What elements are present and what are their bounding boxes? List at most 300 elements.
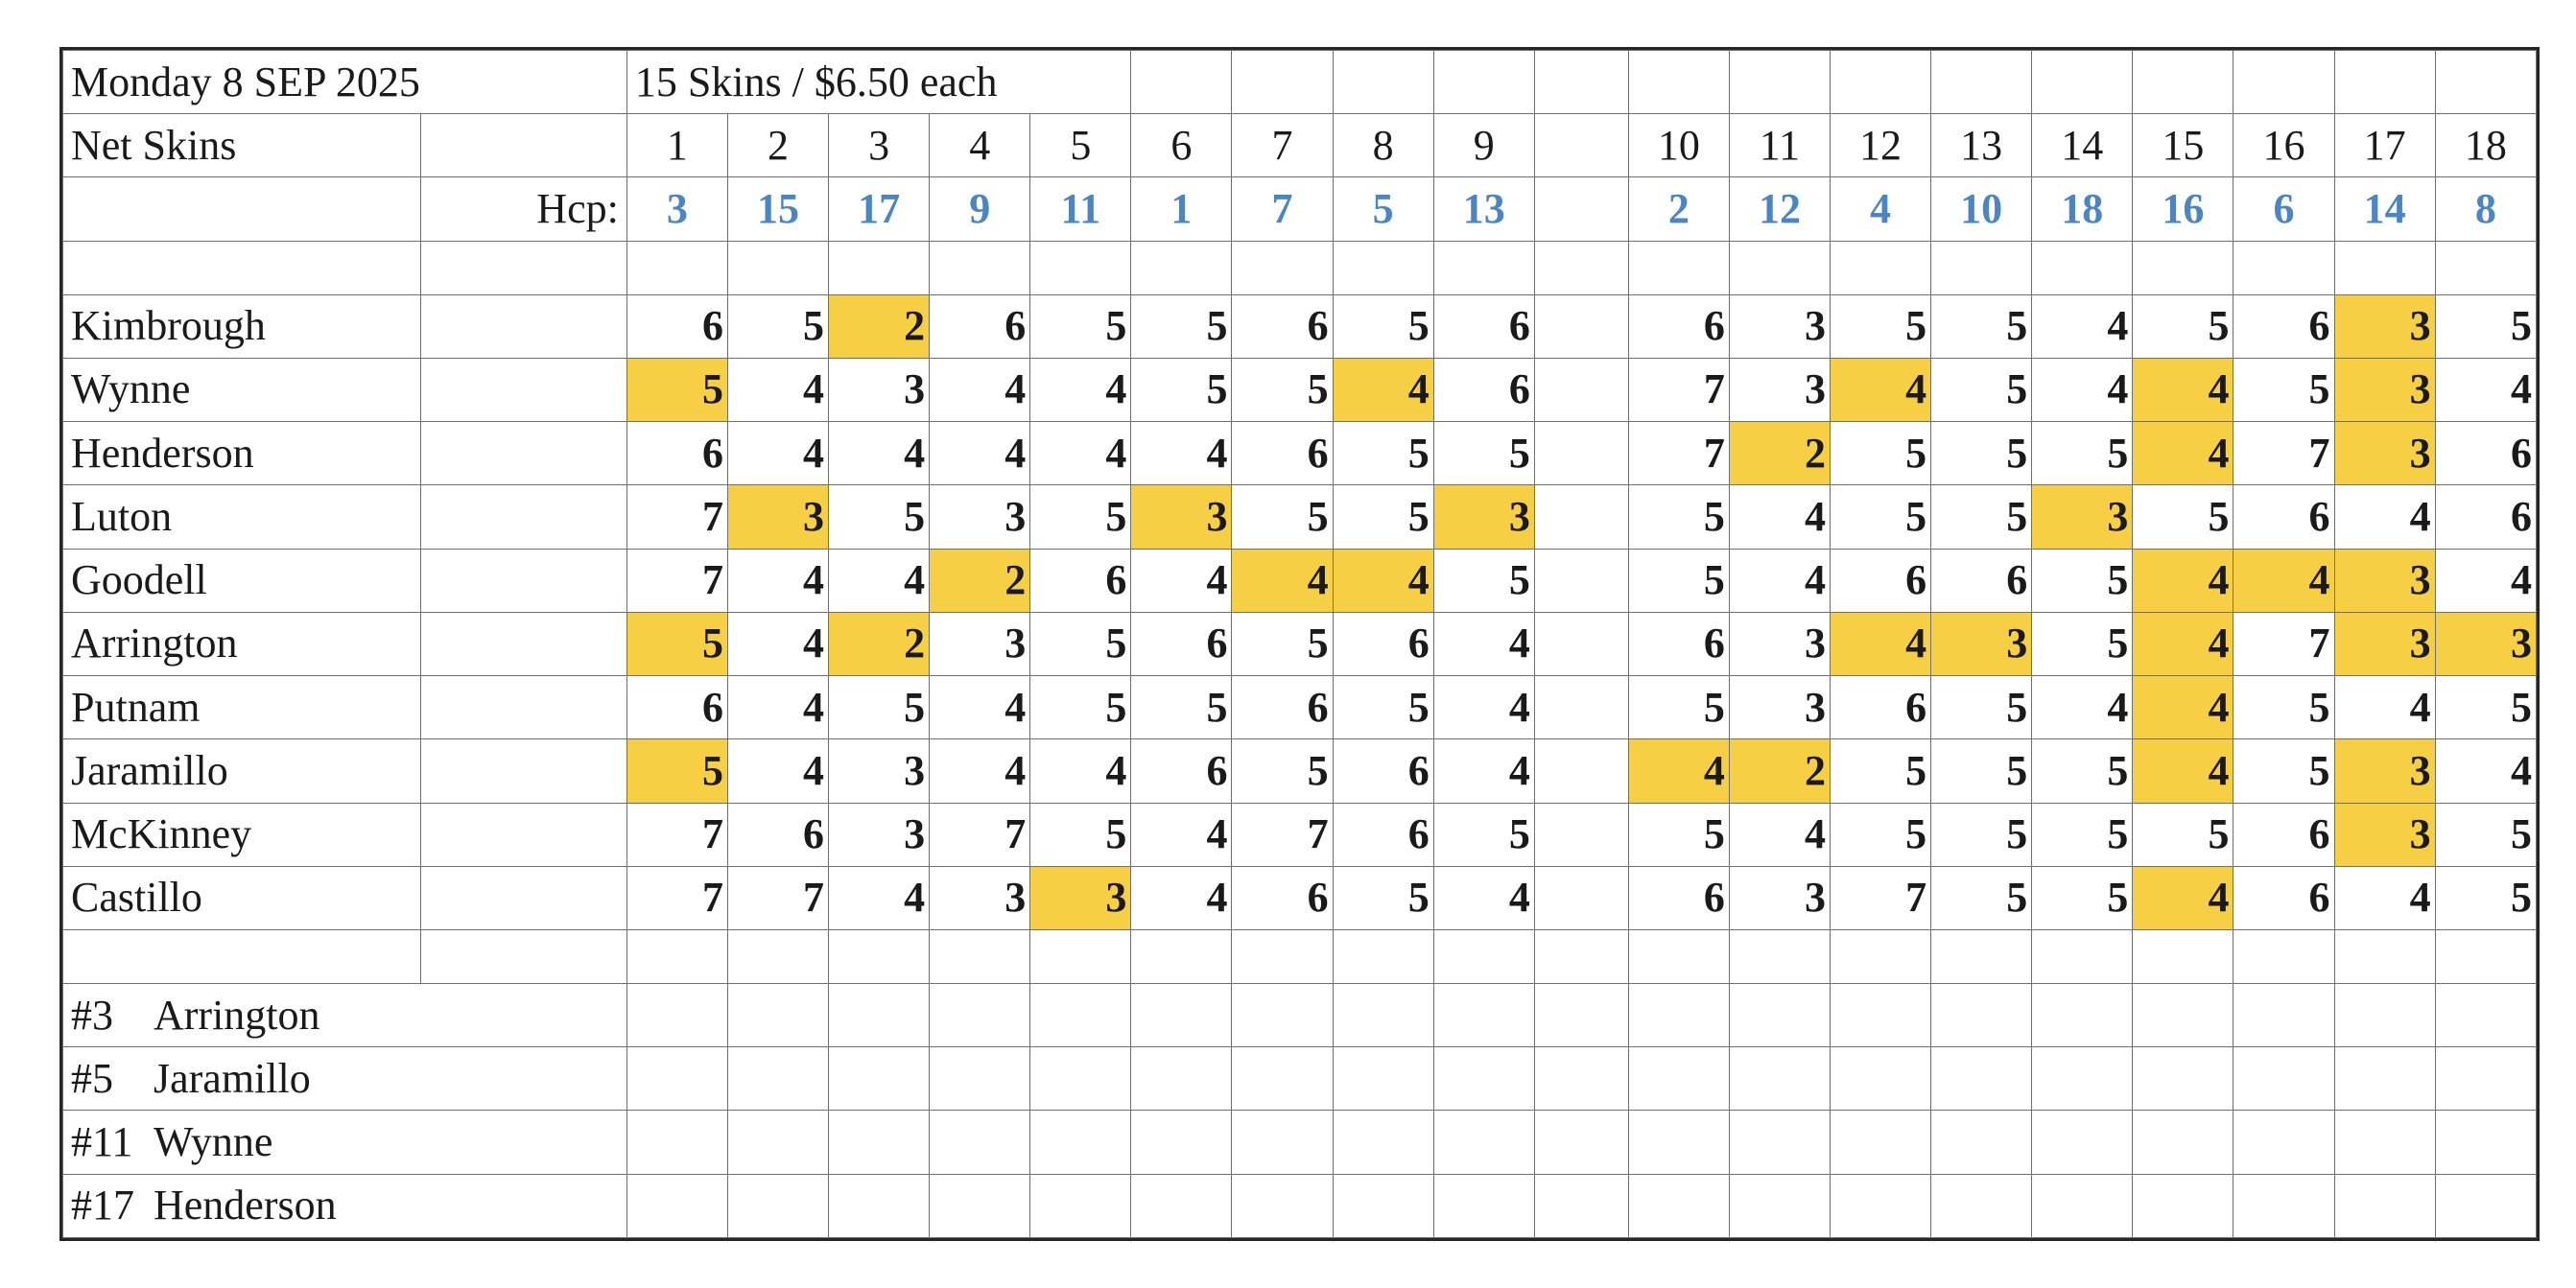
blank-cell: [727, 983, 828, 1046]
hole-handicap: 12: [1729, 177, 1830, 241]
skin-score-cell: 3: [2334, 422, 2435, 485]
player-row: [63, 485, 2537, 549]
skin-score-cell: 5: [626, 358, 727, 421]
blank-cell: [1333, 51, 1433, 114]
blank-cell: [2233, 241, 2334, 294]
score-cell: 5: [1131, 358, 1232, 421]
score-cell: 5: [1433, 803, 1534, 866]
blank-cell: [1433, 1174, 1534, 1237]
winner-name: Arrington: [154, 991, 320, 1039]
blank-cell: [420, 929, 626, 983]
score-cell: 6: [626, 422, 727, 485]
score-cell: 4: [930, 358, 1030, 421]
score-cell: 4: [727, 422, 828, 485]
score-cell: 4: [1729, 549, 1830, 612]
hole-handicap: 15: [727, 177, 828, 241]
score-cell: 3: [1729, 294, 1830, 358]
blank-cell: [727, 929, 828, 983]
skin-score-cell: 3: [2334, 294, 2435, 358]
blank-cell: [1534, 1111, 1628, 1174]
blank-cell: [420, 422, 626, 485]
blank-cell: [829, 1174, 930, 1237]
blank-cell: [1729, 1111, 1830, 1174]
skin-score-cell: 2: [930, 549, 1030, 612]
skin-score-cell: 4: [2133, 549, 2233, 612]
blank-cell: [63, 241, 421, 294]
score-cell: 3: [829, 803, 930, 866]
score-cell: 7: [1628, 422, 1729, 485]
blank-cell: [2233, 983, 2334, 1046]
score-cell: 4: [2032, 358, 2133, 421]
score-cell: 4: [829, 549, 930, 612]
blank-cell: [2133, 983, 2233, 1046]
skin-score-cell: 5: [626, 739, 727, 803]
blank-cell: [1131, 929, 1232, 983]
blank-cell: [1333, 929, 1433, 983]
score-cell: 7: [1232, 803, 1333, 866]
blank-cell: [1433, 1111, 1534, 1174]
blank-cell: [2233, 1174, 2334, 1237]
blank-cell: [2435, 929, 2536, 983]
blank-cell: [420, 294, 626, 358]
skin-score-cell: 4: [2133, 739, 2233, 803]
blank-cell: [1931, 51, 2032, 114]
score-cell: 5: [1433, 549, 1534, 612]
blank-cell: [1131, 1047, 1232, 1111]
score-cell: 5: [727, 294, 828, 358]
blank-cell: [1333, 1047, 1433, 1111]
blank-cell: [626, 1111, 727, 1174]
score-cell: 7: [626, 803, 727, 866]
blank-cell: [626, 241, 727, 294]
blank-cell: [626, 929, 727, 983]
score-cell: 4: [930, 676, 1030, 739]
score-cell: 5: [1333, 866, 1433, 929]
hole-number: 10: [1628, 114, 1729, 177]
score-cell: 7: [930, 803, 1030, 866]
score-cell: 5: [2133, 803, 2233, 866]
hole-handicap: 10: [1931, 177, 2032, 241]
blank-cell: [1433, 929, 1534, 983]
blank-cell: [1931, 1174, 2032, 1237]
blank-cell: [930, 929, 1030, 983]
score-cell: 6: [1232, 294, 1333, 358]
player-name: Putnam: [63, 676, 421, 739]
blank-cell: [1831, 241, 1931, 294]
skin-score-cell: 2: [829, 294, 930, 358]
blank-cell: [1628, 1111, 1729, 1174]
player-row: [63, 612, 2537, 675]
score-cell: 5: [829, 676, 930, 739]
score-cell: 4: [2435, 549, 2536, 612]
hole-handicap: 13: [1433, 177, 1534, 241]
blank-cell: [420, 241, 626, 294]
score-cell: 5: [1433, 422, 1534, 485]
score-cell: 5: [2032, 803, 2133, 866]
score-cell: 3: [1729, 358, 1830, 421]
blank-cell: [2435, 241, 2536, 294]
gap-cell: [1534, 803, 1628, 866]
hole-handicap: 11: [1030, 177, 1131, 241]
blank-cell: [829, 241, 930, 294]
score-cell: 4: [1729, 485, 1830, 549]
title-row: [63, 51, 2537, 114]
hole-number: 18: [2435, 114, 2536, 177]
hole-number: 7: [1232, 114, 1333, 177]
handicap-row: [63, 177, 2537, 241]
player-name: Luton: [63, 485, 421, 549]
blank-cell: [1831, 51, 1931, 114]
gap-cell: [1534, 422, 1628, 485]
blank-cell: [1030, 1174, 1131, 1237]
score-cell: 5: [1931, 422, 2032, 485]
player-row: [63, 739, 2537, 803]
skin-score-cell: 4: [2133, 422, 2233, 485]
score-cell: 5: [1333, 294, 1433, 358]
blank-cell: [1232, 1111, 1333, 1174]
blank-cell: [1333, 1111, 1433, 1174]
player-name: Wynne: [63, 358, 421, 421]
blank-cell: [2435, 983, 2536, 1046]
score-cell: 4: [1433, 739, 1534, 803]
score-cell: 5: [1831, 803, 1931, 866]
score-cell: 5: [2233, 358, 2334, 421]
blank-cell: [829, 929, 930, 983]
score-cell: 5: [1131, 676, 1232, 739]
spacer-row: [63, 241, 2537, 294]
score-cell: 4: [2032, 676, 2133, 739]
player-name: Henderson: [63, 422, 421, 485]
winner-name: Henderson: [154, 1182, 337, 1229]
player-row: [63, 294, 2537, 358]
score-cell: 7: [2233, 422, 2334, 485]
score-cell: 5: [1931, 739, 2032, 803]
blank-cell: [1628, 1174, 1729, 1237]
score-cell: 4: [930, 422, 1030, 485]
score-cell: 6: [1131, 612, 1232, 675]
blank-cell: [2032, 1111, 2133, 1174]
hole-number: 5: [1030, 114, 1131, 177]
player-row: [63, 422, 2537, 485]
blank-cell: [930, 983, 1030, 1046]
player-row: [63, 866, 2537, 929]
skin-score-cell: 4: [1831, 612, 1931, 675]
blank-cell: [829, 983, 930, 1046]
blank-cell: [1534, 1174, 1628, 1237]
score-cell: 4: [829, 866, 930, 929]
hole-number: 2: [727, 114, 828, 177]
score-cell: 5: [2435, 866, 2536, 929]
score-cell: 5: [1333, 676, 1433, 739]
player-name: Jaramillo: [63, 739, 421, 803]
gap-cell: [1534, 177, 1628, 241]
score-cell: 5: [1232, 358, 1333, 421]
blank-cell: [2133, 241, 2233, 294]
blank-cell: [1931, 929, 2032, 983]
blank-cell: [2032, 983, 2133, 1046]
gap-cell: [1534, 676, 1628, 739]
hole-number: 16: [2233, 114, 2334, 177]
score-cell: 7: [2233, 612, 2334, 675]
score-cell: 4: [727, 612, 828, 675]
blank-cell: [1628, 929, 1729, 983]
score-cell: 6: [1030, 549, 1131, 612]
hole-number: 6: [1131, 114, 1232, 177]
blank-cell: [727, 1047, 828, 1111]
blank-cell: [420, 612, 626, 675]
blank-cell: [420, 803, 626, 866]
hole-handicap: 9: [930, 177, 1030, 241]
blank-cell: [1628, 1047, 1729, 1111]
score-cell: 5: [2032, 612, 2133, 675]
hole-handicap: 18: [2032, 177, 2133, 241]
blank-cell: [420, 676, 626, 739]
winner-row: [63, 983, 2537, 1046]
score-cell: 3: [1729, 866, 1830, 929]
score-cell: 5: [1628, 676, 1729, 739]
hole-number: 12: [1831, 114, 1931, 177]
blank-cell: [1534, 929, 1628, 983]
blank-cell: [727, 1111, 828, 1174]
score-cell: 6: [1831, 549, 1931, 612]
blank-cell: [1433, 51, 1534, 114]
blank-cell: [1232, 929, 1333, 983]
blank-cell: [1831, 1047, 1931, 1111]
hole-number: 14: [2032, 114, 2133, 177]
score-cell: 4: [2334, 866, 2435, 929]
hole-number: 11: [1729, 114, 1830, 177]
blank-cell: [1131, 1174, 1232, 1237]
blank-cell: [930, 1047, 1030, 1111]
hole-handicap: 16: [2133, 177, 2233, 241]
player-name: Kimbrough: [63, 294, 421, 358]
player-row: [63, 803, 2537, 866]
score-cell: 4: [2435, 739, 2536, 803]
score-cell: 7: [626, 549, 727, 612]
skin-score-cell: 4: [2133, 358, 2233, 421]
hole-handicap: 1: [1131, 177, 1232, 241]
blank-cell: [1333, 983, 1433, 1046]
score-cell: 4: [1030, 422, 1131, 485]
blank-cell: [2032, 1174, 2133, 1237]
winner-name: Jaramillo: [154, 1054, 311, 1102]
blank-cell: [1131, 983, 1232, 1046]
score-cell: 6: [1931, 549, 2032, 612]
score-cell: 5: [1333, 485, 1433, 549]
blank-cell: [2435, 1174, 2536, 1237]
score-cell: 4: [2334, 485, 2435, 549]
score-cell: 5: [2133, 485, 2233, 549]
score-cell: 5: [1831, 422, 1931, 485]
winner-entry: [63, 1047, 627, 1111]
blank-cell: [1729, 983, 1830, 1046]
score-cell: 5: [2133, 294, 2233, 358]
winner-row: [63, 1111, 2537, 1174]
score-cell: 5: [1628, 485, 1729, 549]
blank-cell: [1131, 241, 1232, 294]
hole-handicap: 3: [626, 177, 727, 241]
blank-cell: [1729, 241, 1830, 294]
player-row: [63, 358, 2537, 421]
score-cell: 6: [1433, 358, 1534, 421]
blank-cell: [2133, 1047, 2233, 1111]
skins-info: 15 Skins / $6.50 each: [626, 51, 1131, 114]
player-name: Arrington: [63, 612, 421, 675]
skins-table: [62, 50, 2537, 1238]
score-cell: 6: [1628, 612, 1729, 675]
score-cell: 5: [1831, 739, 1931, 803]
blank-cell: [2334, 1174, 2435, 1237]
score-cell: 3: [930, 485, 1030, 549]
gap-cell: [1534, 485, 1628, 549]
blank-cell: [1433, 983, 1534, 1046]
skin-score-cell: 4: [2133, 612, 2233, 675]
blank-cell: [626, 1174, 727, 1237]
blank-cell: [1433, 241, 1534, 294]
skin-score-cell: 3: [1433, 485, 1534, 549]
score-cell: 7: [1831, 866, 1931, 929]
hole-handicap: 6: [2233, 177, 2334, 241]
hole-number: 3: [829, 114, 930, 177]
skin-score-cell: 4: [1232, 549, 1333, 612]
blank-cell: [2133, 1111, 2233, 1174]
blank-cell: [2334, 1047, 2435, 1111]
winner-row: [63, 1047, 2537, 1111]
score-cell: 6: [2233, 803, 2334, 866]
score-cell: 4: [727, 549, 828, 612]
blank-cell: [63, 177, 421, 241]
blank-cell: [420, 739, 626, 803]
score-cell: 6: [1131, 739, 1232, 803]
blank-cell: [1931, 1047, 2032, 1111]
skin-score-cell: 4: [1628, 739, 1729, 803]
score-cell: 5: [1628, 803, 1729, 866]
score-cell: 6: [1628, 866, 1729, 929]
winner-entry: [63, 1174, 627, 1237]
score-cell: 3: [1729, 612, 1830, 675]
score-cell: 5: [2233, 676, 2334, 739]
player-row: [63, 549, 2537, 612]
blank-cell: [1232, 51, 1333, 114]
hole-number: 13: [1931, 114, 2032, 177]
blank-cell: [420, 485, 626, 549]
blank-cell: [727, 1174, 828, 1237]
winner-hole: #3: [71, 991, 113, 1039]
skin-score-cell: 3: [2032, 485, 2133, 549]
score-cell: 5: [1030, 803, 1131, 866]
score-cell: 5: [829, 485, 930, 549]
score-cell: 4: [727, 676, 828, 739]
score-cell: 4: [930, 739, 1030, 803]
blank-cell: [1831, 983, 1931, 1046]
score-cell: 5: [1030, 294, 1131, 358]
score-cell: 5: [1232, 612, 1333, 675]
score-cell: 6: [1333, 739, 1433, 803]
score-cell: 4: [829, 422, 930, 485]
blank-cell: [2334, 51, 2435, 114]
skin-score-cell: 4: [2233, 549, 2334, 612]
score-cell: 5: [2435, 803, 2536, 866]
winner-entry: [63, 1111, 627, 1174]
score-cell: 5: [1831, 485, 1931, 549]
blank-cell: [1729, 929, 1830, 983]
blank-cell: [2032, 1047, 2133, 1111]
skin-score-cell: 3: [2334, 358, 2435, 421]
skin-score-cell: 2: [829, 612, 930, 675]
skin-score-cell: 2: [1729, 739, 1830, 803]
score-cell: 6: [1232, 422, 1333, 485]
gap-cell: [1534, 294, 1628, 358]
score-cell: 5: [1628, 549, 1729, 612]
score-cell: 3: [829, 358, 930, 421]
score-cell: 4: [1030, 358, 1131, 421]
spacer-row: [63, 929, 2537, 983]
blank-cell: [1030, 241, 1131, 294]
skin-score-cell: 2: [1729, 422, 1830, 485]
player-name: Goodell: [63, 549, 421, 612]
score-cell: 6: [626, 294, 727, 358]
blank-cell: [930, 241, 1030, 294]
gap-cell: [1534, 114, 1628, 177]
blank-cell: [2233, 1047, 2334, 1111]
player-row: [63, 676, 2537, 739]
winner-entry: [63, 983, 627, 1046]
blank-cell: [1232, 241, 1333, 294]
skin-score-cell: 3: [2435, 612, 2536, 675]
blank-cell: [626, 1047, 727, 1111]
score-cell: 6: [1628, 294, 1729, 358]
blank-cell: [1030, 983, 1131, 1046]
score-cell: 5: [1931, 294, 2032, 358]
score-cell: 5: [2032, 422, 2133, 485]
hole-number: 9: [1433, 114, 1534, 177]
score-cell: 6: [1232, 676, 1333, 739]
skin-score-cell: 4: [1831, 358, 1931, 421]
blank-cell: [420, 358, 626, 421]
blank-cell: [626, 983, 727, 1046]
skin-score-cell: 3: [2334, 803, 2435, 866]
winner-hole: #17: [71, 1182, 134, 1229]
blank-cell: [930, 1174, 1030, 1237]
score-cell: 6: [1831, 676, 1931, 739]
score-cell: 4: [2435, 358, 2536, 421]
skin-score-cell: 4: [1333, 358, 1433, 421]
score-cell: 5: [1232, 739, 1333, 803]
blank-cell: [2233, 51, 2334, 114]
score-cell: 6: [2233, 294, 2334, 358]
winner-row: [63, 1174, 2537, 1237]
score-cell: 5: [2435, 294, 2536, 358]
hole-handicap: 17: [829, 177, 930, 241]
score-cell: 4: [1729, 803, 1830, 866]
score-cell: 6: [1333, 612, 1433, 675]
blank-cell: [2435, 1047, 2536, 1111]
blank-cell: [1030, 929, 1131, 983]
score-cell: 4: [2032, 294, 2133, 358]
player-name: McKinney: [63, 803, 421, 866]
score-cell: 6: [2435, 485, 2536, 549]
blank-cell: [1729, 51, 1830, 114]
hole-number: 17: [2334, 114, 2435, 177]
blank-cell: [2233, 929, 2334, 983]
score-cell: 4: [1131, 866, 1232, 929]
blank-cell: [1729, 1174, 1830, 1237]
blank-cell: [1333, 241, 1433, 294]
skins-sheet: [59, 47, 2540, 1241]
score-cell: 4: [1433, 676, 1534, 739]
blank-cell: [2133, 1174, 2233, 1237]
score-cell: 3: [829, 739, 930, 803]
